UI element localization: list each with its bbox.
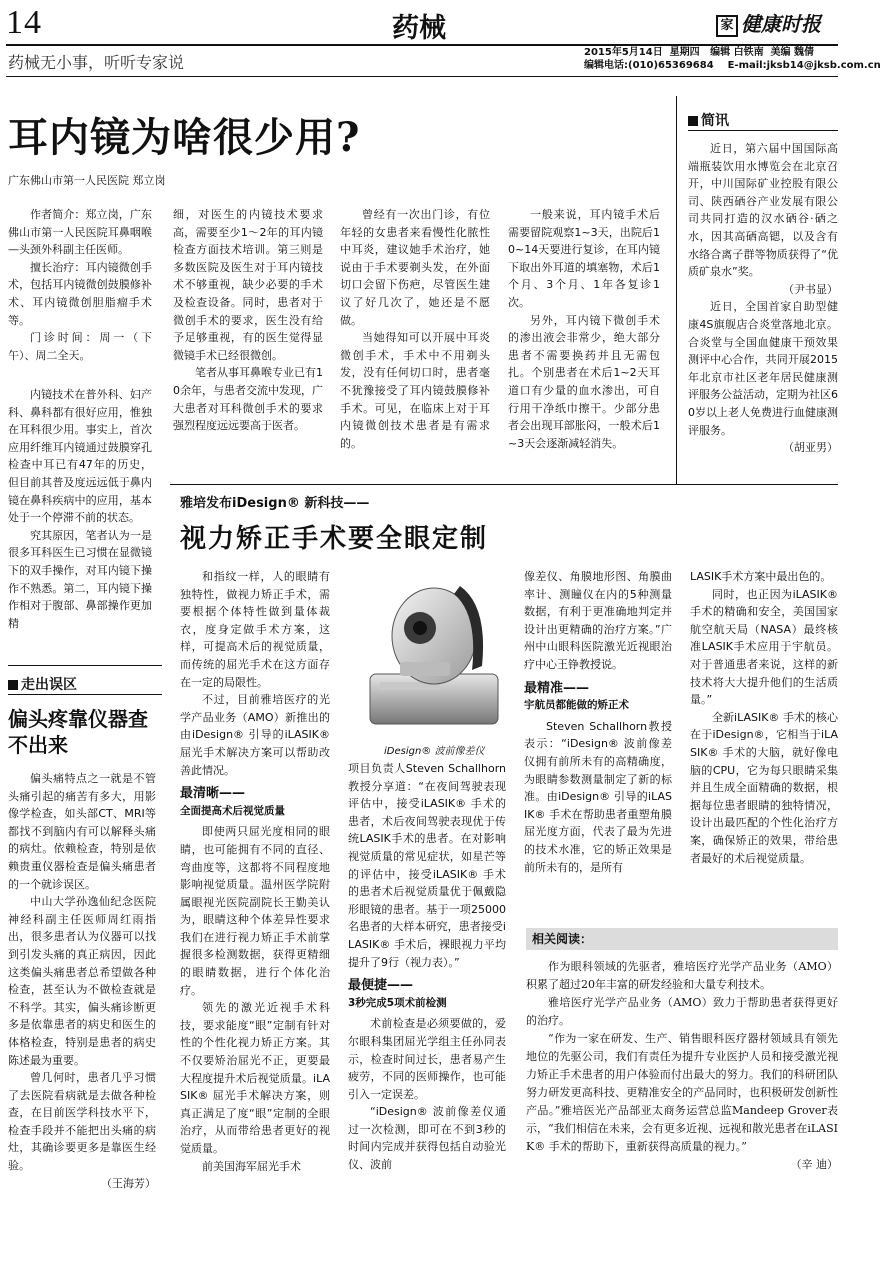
paragraph: 另外，耳内镜下微创手术的渗出液会非常少，绝大部分患者不需要换药并且无需包扎。个别患者在术后1~2天耳道口有少量的血水渗出，可自行用干净纸巾擦干。少部分患者会出现耳部胀闷，一般术后1~3天会逐渐减轻消失。: [508, 313, 660, 450]
paragraph: 全新iLASIK® 手术的核心在于iDesign®，它相当于iLASIK® 手术的大脑，就好像电脑的CPU，它为每只眼睛采集并且生成全面精确的数据，根据每位患者眼睛的独特情况，设计出最匹配的个性化治疗方案，确保矫正的效果，带给患者最好的术后视觉质量。: [690, 710, 838, 865]
column-divider: [676, 96, 677, 484]
article1-column-2: [173, 206, 323, 435]
paragraph: 作为眼科领域的先驱者，雅培医疗光学产品业务（AMO）积累了超过20年丰富的研发经验和大量专利技术。: [526, 960, 838, 991]
paragraph: 当她得知可以开展中耳炎微创手术，手术中不用剃头发，没有任何切口时，患者毫不犹豫接受了耳内镜鼓膜修补手术。可见，在临床上对于耳内镜微创技术患者是有需求的。: [340, 331, 490, 450]
article1-byline: 广东佛山市第一人民医院 郑立岗: [8, 174, 166, 187]
paragraph: 即使两只屈光度相同的眼睛，也可能拥有不同的直径、弯曲度等，这都将不同程度地影响视觉质量。温州医学院附属眼视光医院副院长王勤美认为，眼睛这种个体差异性要求我们在进行视力矫正手术前掌握很多检测数据，获得更精细的眼睛数据，进行个体化治疗。: [180, 825, 330, 997]
author-intro: [8, 206, 152, 364]
article1-column-1: [8, 386, 152, 632]
paragraph: 术前检查是必须要做的，爱尔眼科集团屈光学组主任孙同表示，检查时间过长，患者易产生疲劳，不同的医师操作，也可能引入一定误差。: [348, 1017, 506, 1101]
contact-line: 编辑电话:(010)65369684 E-mail:jksb14@jksb.com.cn: [584, 60, 881, 71]
article2-column-1: [180, 568, 330, 1175]
paragraph: 曾几何时，患者几乎习惯了去医院看病就是去做各种检查，在目前医学科技水平下，检查手段并不能把出头痛的病灶，其确诊要更多是靠医生经验。: [8, 1071, 156, 1173]
news-brief-rule: [688, 130, 838, 131]
sidebar-sign: （王海芳）: [101, 1176, 156, 1190]
sidebar-label-rule: [8, 694, 162, 695]
paragraph: 究其原因，笔者认为一是很多耳科医生已习惯在显微镜下的双手操作，对耳内镜下操作不熟悉。第二，耳内镜下操作相对于腹部、鼻部操作更加精: [8, 528, 152, 630]
paragraph: 雅培医疗光学产品业务（AMO）致力于帮助患者获得更好的治疗。: [526, 996, 838, 1027]
article2-kicker: 雅培发布iDesign® 新科技——: [180, 496, 370, 511]
paragraph: 内镜技术在普外科、妇产科、鼻科都有很好应用，惟独在耳科很少用。事实上，首次应用纤维耳内镜通过鼓膜穿孔检查中耳已有47年的历史，但目前其普及度远远低于鼻内镜在鼻科疾病中的应用，基本处于一个停滞不前的状态。: [8, 388, 152, 525]
news-sign: （胡亚男）: [783, 441, 838, 455]
article1-title: 耳内镜为啥很少用?: [8, 114, 361, 161]
paragraph: 像差仪、角膜地形图、角膜曲率计、测瞳仪在内的5种测量数据，有利于更准确地判定并设计出更精确的治疗方案。”广州中山眼科医院激光近视眼治疗中心王铮教授说。: [524, 570, 672, 671]
subhead-sub: 3秒完成5项术前检测: [348, 996, 447, 1009]
subhead: 最精准——: [524, 680, 590, 696]
author-intro-clinic-hours: 门诊时间：周一（下午）、周二全天。: [8, 331, 152, 362]
author-intro-specialty: 擅长治疗：耳内镜微创手术，包括耳内镜微创鼓膜修补术、耳内镜微创胆脂瘤手术等。: [8, 260, 152, 327]
paragraph: “作为一家在研发、生产、销售眼科医疗器材领域具有领先地位的先驱公司，我们有责任为提升专业医护人员和接受激光视力矫正手术患者的用户体验而付出最大的努力。我们的科研团队努力研发更高科技、更精准安全的产品同时，也积极研发创新性产品。”雅培医光产品部亚太商务运营总监Mandeep Grover表示，“我们相信在未来，会有更多近视、远视和散光患者在iLASIK® 手术的帮助下，重新获得高质量的视力。”: [526, 1032, 838, 1153]
news-brief-body: [688, 140, 838, 457]
subhead: 最清晰——: [180, 786, 246, 802]
article1-column-3: [340, 206, 490, 452]
subhead: 最便捷——: [348, 978, 414, 994]
article2-sign: （辛 迪）: [790, 1158, 838, 1171]
news-brief-label: [688, 110, 729, 130]
idesign-device-image: [350, 566, 510, 736]
related-reading-body: [526, 958, 838, 1174]
paragraph: “iDesign® 波前像差仪通过一次检测，即可在不到3秒的时间内完成并获得包括自动验光仪、波前: [348, 1105, 506, 1172]
sidebar-separator: [8, 665, 162, 666]
paragraph: 笔者从事耳鼻喉专业已有10余年，与患者交流中发现，广大患者对耳科微创手术的要求强烈程度远远要高于医者。: [173, 366, 323, 433]
paragraph: 细，对医生的内镜技术要求高，需要至少1～2年的耳内镜检查方面技术培训。第三则是多数医院及医生对于耳内镜技术不够重视，缺少必要的手术及检查设备。同时，患者对于微创手术的要求，医生没有给予足够重视，有的医生觉得显微镜手术已经很微创。: [173, 208, 323, 362]
newspaper-logo: [716, 8, 821, 37]
subhead-sub: 全面提高术后视觉质量: [180, 804, 285, 817]
section-title: 药械: [392, 13, 446, 44]
date-editor-line: 2015年5月14日 星期四 编辑 白铁南 美编 魏倩: [584, 47, 815, 58]
sidebar-title: 偏头疼靠仪器查不出来: [8, 707, 148, 757]
paragraph: 同时，也正因为iLASIK® 手术的精确和安全，美国国家航空航天局（NASA）最终核准LASIK手术应用于宇航员。对于普通患者来说，这样的新技术将大大提升他们的生活质量。”: [690, 587, 838, 707]
article2-column-2: [348, 760, 506, 1174]
paragraph: 一般来说，耳内镜手术后需要留院观察1~3天，出院后10~14天要进行复诊，在耳内镜下取出外耳道的填塞物，术后1个月、3个月、1年各复诊1次。: [508, 208, 660, 309]
author-intro-bio: 作者简介：郑立岗，广东佛山市第一人民医院耳鼻咽喉—头颈外科副主任医师。: [8, 208, 152, 257]
label-square-icon: [688, 116, 698, 126]
news-sign: （尹书显）: [783, 282, 838, 296]
paragraph: 不过，目前雅培医疗的光学产品业务（AMO）新推出的由iDesign® 引导的iLASIK® 屈光手术解决方案可以帮助改善此情况。: [180, 693, 330, 777]
news-item: 近日，全国首家自助型健康4S旗舰店合炎堂落地北京。合炎堂与全国血健康干预效果测评中心合作，共同开展2015年北京市社区老年居民健康测评服务公益活动，定期为社区60岁以上老人免费进行血健康测评服务。: [688, 300, 838, 437]
paragraph: 中山大学孙逸仙纪念医院神经科副主任医师周红雨指出，很多患者认为仪器可以找到引发头痛的真正病因，因此这类偏头痛患者总希望做各种检查，甚至认为不做检查就是不科学。其实，偏头痛诊断更多是依靠患者的病史和医生的体格检查，特别是患者的病史陈述最为重要。: [8, 895, 156, 1067]
header-bottom-rule: [6, 76, 838, 77]
article2-column-4: [690, 568, 838, 867]
label-square-icon: [8, 680, 18, 690]
section-slogan: 药械无小事，听听专家说: [8, 53, 185, 72]
paragraph: LASIK手术方案中最出色的。: [690, 570, 832, 583]
related-reading-label: 相关阅读：: [526, 928, 838, 950]
sidebar-label-text: 走出误区: [21, 677, 77, 693]
paragraph: 偏头痛特点之一就是不管头痛引起的痛苦有多大，用影像学检查，如头部CT、MRI等都找不到脑内有可以解释头痛的病灶。依赖检查，特别是依赖贵重仪器检查是偏头痛患者的一个就诊误区。: [8, 772, 156, 891]
news-brief-label-text: 简讯: [701, 113, 729, 129]
article-separator: [170, 484, 838, 485]
subhead-sub: 宇航员都能做的矫正术: [524, 699, 629, 712]
idesign-device-icon: [350, 566, 510, 736]
news-item: 近日，第六届中国国际高端瓶装饮用水博览会在北京召开，中川国际矿业控股有限公司、陕西硒谷产业发展有限公司共同打造的汉水硒谷·硒之水，因其高硒高锶，以及含有水络合离子群等物质获得了“优质矿泉水”奖。: [688, 142, 838, 279]
logo-text: 健康时报: [741, 12, 821, 36]
sidebar-label: [8, 674, 77, 694]
edition-info: [584, 46, 881, 72]
article2-title: 视力矫正手术要全眼定制: [180, 524, 489, 554]
paragraph: 曾经有一次出门诊，有位年轻的女患者来看慢性化脓性中耳炎，建议她手术治疗，她说由于手术要剃头发，在外面切口会留下伤疤，尽管医生建议了好几次了，她还是不愿做。: [340, 208, 490, 327]
sidebar-body: [8, 770, 156, 1192]
paragraph: 前美国海军屈光手术: [202, 1159, 301, 1173]
page-number: 14: [6, 4, 42, 41]
paragraph: 领先的激光近视手术科技，要求能度“眼”定制有针对性的个性化视力矫正方案。其不仅要矫治屈光不正，更要最大程度提升术后视觉质量。iLASIK® 屈光手术解决方案，则真正满足了度“眼”定制的全眼治疗，从而带给患者更好的视觉质量。: [180, 1001, 330, 1155]
image-caption: iDesign® 波前像差仪: [384, 746, 485, 757]
article1-column-4: [508, 206, 660, 452]
paragraph: 和指纹一样，人的眼睛有独特性，做视力矫正手术，需要根据个体特性做到量体裁衣，度身定做手术方案，这样，可提高术后的视觉质量，而传统的屈光手术在这方面存在一定的局限性。: [180, 570, 330, 689]
paragraph: Steven Schallhorn教授表示：“iDesign® 波前像差仪拥有前所未有的高精确度，为眼睛参数测量制定了新的标准。由iDesign® 引导的iLASIK® 手术在帮助患者重塑角膜屈光度方面，代表了最为先进的技术水准，它的矫正效果是前所未有的，是所有: [524, 719, 672, 874]
article2-column-3: [524, 568, 672, 876]
logo-mark-icon: 家: [716, 15, 738, 37]
paragraph: 项目负责人Steven Schallhorn教授分享道：“在夜间驾驶表现评估中，接受iLASIK® 手术的患者，术后夜间驾驶表现优于传统LASIK手术的患者。在对影响视觉质量的常见症状，如星芒等的评估中，接受iLASIK® 手术的患者术后视觉质量优于佩戴隐形眼镜的患者。基于一项25000名患者的大样本研究，患者接受iLASIK® 手术后，裸眼视力平均提升了9行（视力表）。”: [348, 762, 506, 969]
